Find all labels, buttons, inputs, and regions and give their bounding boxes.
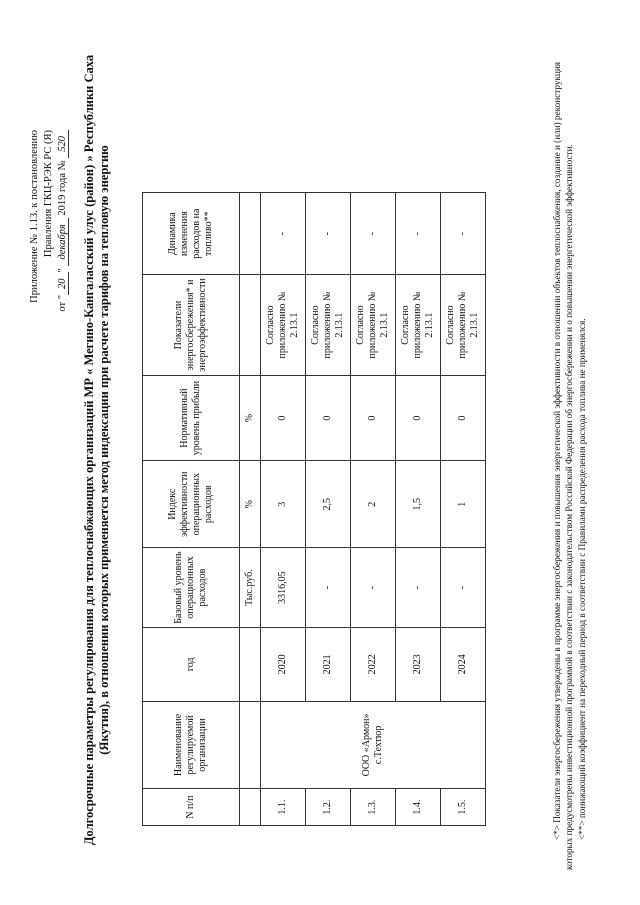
appendix-line-2: Правления ГКЦ-РЭК РС (Я) xyxy=(43,130,54,258)
year-cell: 2022 xyxy=(351,628,396,702)
header-cell: Индекс эффективности операционных расходов xyxy=(143,461,240,548)
year-cell: 2021 xyxy=(306,628,351,702)
organization-name: ООО «Армон» с.Техтюр xyxy=(261,701,486,789)
footnotes xyxy=(552,30,591,870)
document-title: Долгосрочные параметры регулирования для теплоснабжающих организаций МР « Мегино-Кангаласский улус (район) » Республики Саха (Якутия), в отношении которых применяется метод индексации при расчете тарифов на тепловую энергию xyxy=(82,54,111,846)
unit-cell xyxy=(240,193,261,275)
efficiency-index-cell: 2,5 xyxy=(306,461,351,548)
unit-cell: % xyxy=(240,375,261,460)
base-cost-cell: 3316,05 xyxy=(261,548,306,628)
energy-saving-cell: Согласно приложению № 2.13.1 xyxy=(306,275,351,376)
date-month: декабря xyxy=(57,218,69,265)
date-mid: " xyxy=(57,268,68,273)
unit-cell xyxy=(240,701,261,789)
unit-cell xyxy=(240,789,261,826)
header-cell: N п/п xyxy=(143,789,240,826)
unit-cell xyxy=(240,628,261,702)
base-cost-cell: - xyxy=(351,548,396,628)
parameters-table xyxy=(142,192,486,826)
row-number: 1.5. xyxy=(441,789,486,826)
units-row xyxy=(240,193,261,826)
row-number: 1.3. xyxy=(351,789,396,826)
date-day: 20 xyxy=(57,272,69,295)
efficiency-index-cell: 1,5 xyxy=(396,461,441,548)
fuel-dynamics-cell: - xyxy=(306,193,351,275)
table-row xyxy=(261,193,306,826)
efficiency-index-cell: 1 xyxy=(441,461,486,548)
fuel-dynamics-cell: - xyxy=(261,193,306,275)
profit-level-cell: 0 xyxy=(306,375,351,460)
profit-level-cell: 0 xyxy=(396,375,441,460)
row-number: 1.2. xyxy=(306,789,351,826)
energy-saving-cell: Согласно приложению № 2.13.1 xyxy=(396,275,441,376)
header-cell: Нормативный уровень прибыли xyxy=(143,375,240,460)
rotated-sheet xyxy=(22,20,622,880)
profit-level-cell: 0 xyxy=(261,375,306,460)
header-cell: Наименование регулируемой организации xyxy=(143,701,240,789)
energy-saving-cell: Согласно приложению № 2.13.1 xyxy=(441,275,486,376)
base-cost-cell: - xyxy=(441,548,486,628)
header-cell: Базовый уровень операционных расходов xyxy=(143,548,240,628)
fuel-dynamics-cell: - xyxy=(396,193,441,275)
table-header-row xyxy=(143,193,240,826)
unit-cell: Тыс.руб. xyxy=(240,548,261,628)
efficiency-index-cell: 3 xyxy=(261,461,306,548)
year-cell: 2020 xyxy=(261,628,306,702)
row-number: 1.4. xyxy=(396,789,441,826)
fuel-dynamics-cell: - xyxy=(441,193,486,275)
header-cell: Показатели энергосбережения* и энергоэффективности xyxy=(143,275,240,376)
fuel-dynamics-cell: - xyxy=(351,193,396,275)
header-cell: год xyxy=(143,628,240,702)
date-year: 2019 года № xyxy=(57,160,68,216)
unit-cell: % xyxy=(240,461,261,548)
energy-saving-cell: Согласно приложению № 2.13.1 xyxy=(261,275,306,376)
efficiency-index-cell: 2 xyxy=(351,461,396,548)
appendix-line-1: Приложение № 1.13. к постановлению xyxy=(29,130,40,303)
row-number: 1.1. xyxy=(261,789,306,826)
appendix-line-3 xyxy=(56,130,70,312)
header-cell: Динамика изменения расходов на топливо** xyxy=(143,193,240,275)
date-prefix: от " xyxy=(57,294,68,312)
energy-saving-cell: Согласно приложению № 2.13.1 xyxy=(351,275,396,376)
base-cost-cell: - xyxy=(396,548,441,628)
appendix-header xyxy=(28,130,70,312)
footnote-fuel: <**> понижающий коэффициент на переходный период в соответствии с Правилами распределения расхода топлива не применялся. xyxy=(577,318,587,840)
unit-cell xyxy=(240,275,261,376)
decree-number: 520 xyxy=(57,130,69,158)
year-cell: 2023 xyxy=(396,628,441,702)
year-cell: 2024 xyxy=(441,628,486,702)
footnote-energy-saving: <*> Показатели энергосбережения утверждены в программе энергосбережения и повышения энергетической эффективности в отношении объектов теплоснабжения, создание и (или) реконструкция которых предусмотрены инвестиционной программой в соответствии с законодательством Российской Федерации об энергосбережении и о повышении энергетической эффективности. xyxy=(552,62,574,870)
profit-level-cell: 0 xyxy=(441,375,486,460)
profit-level-cell: 0 xyxy=(351,375,396,460)
base-cost-cell: - xyxy=(306,548,351,628)
